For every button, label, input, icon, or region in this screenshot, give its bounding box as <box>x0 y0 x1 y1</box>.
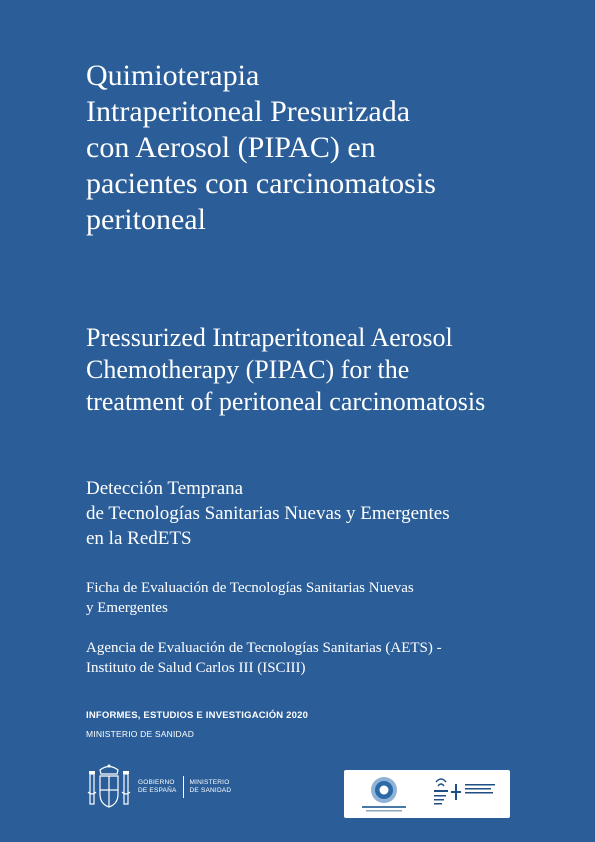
red-ets-logo-icon <box>362 777 406 812</box>
english-title-line: treatment of peritoneal carcinomatosis <box>86 387 486 416</box>
spanish-title-line: Intraperitoneal Presurizada <box>86 95 411 128</box>
agency-line: Agencia de Evaluación de Tecnologías Sanitarias (AETS) - <box>86 640 442 656</box>
government-logo <box>86 762 231 812</box>
series-line: en la RedETS <box>86 528 192 549</box>
gobierno-line: GOBIERNO <box>138 779 175 786</box>
ministerio-line: MINISTERIO <box>189 779 230 786</box>
document-type-line: y Emergentes <box>86 600 168 616</box>
document-type <box>86 578 414 618</box>
gobierno-line: DE ESPAÑA <box>138 787 177 794</box>
series-line: de Tecnologías Sanitarias Nuevas y Emergentes <box>86 503 450 524</box>
english-title-line: Chemotherapy (PIPAC) for the <box>86 355 410 384</box>
ministerio-line: DE SANIDAD <box>189 787 232 794</box>
spanish-title-line: pacientes con carcinomatosis <box>86 167 436 200</box>
spanish-title <box>86 58 586 238</box>
authoring-agency <box>86 638 442 678</box>
english-title-line: Pressurized Intraperitoneal Aerosol <box>86 323 453 352</box>
spanish-title-line: peritoneal <box>86 203 206 236</box>
spanish-title-line: con Aerosol (PIPAC) en <box>86 131 376 164</box>
collection-label: INFORMES, ESTUDIOS E INVESTIGACIÓN 2020 <box>86 710 309 721</box>
spanish-title-line: Quimioterapia <box>86 59 260 92</box>
isciii-logo-icon <box>434 779 495 805</box>
logo-divider <box>183 776 184 798</box>
series-line: Detección Temprana <box>86 478 244 499</box>
series-heading <box>86 476 450 551</box>
english-title <box>86 322 586 418</box>
gobierno-de-espana-text <box>138 779 177 795</box>
partner-logos-box <box>344 770 510 818</box>
ministerio-de-sanidad-text <box>190 779 232 795</box>
document-type-line: Ficha de Evaluación de Tecnologías Sanitarias Nuevas <box>86 580 414 596</box>
agency-line: Instituto de Salud Carlos III (ISCIII) <box>86 660 306 676</box>
partner-logos <box>344 770 510 818</box>
coat-of-arms-icon <box>86 762 132 812</box>
ministry-label: MINISTERIO DE SANIDAD <box>86 729 195 739</box>
